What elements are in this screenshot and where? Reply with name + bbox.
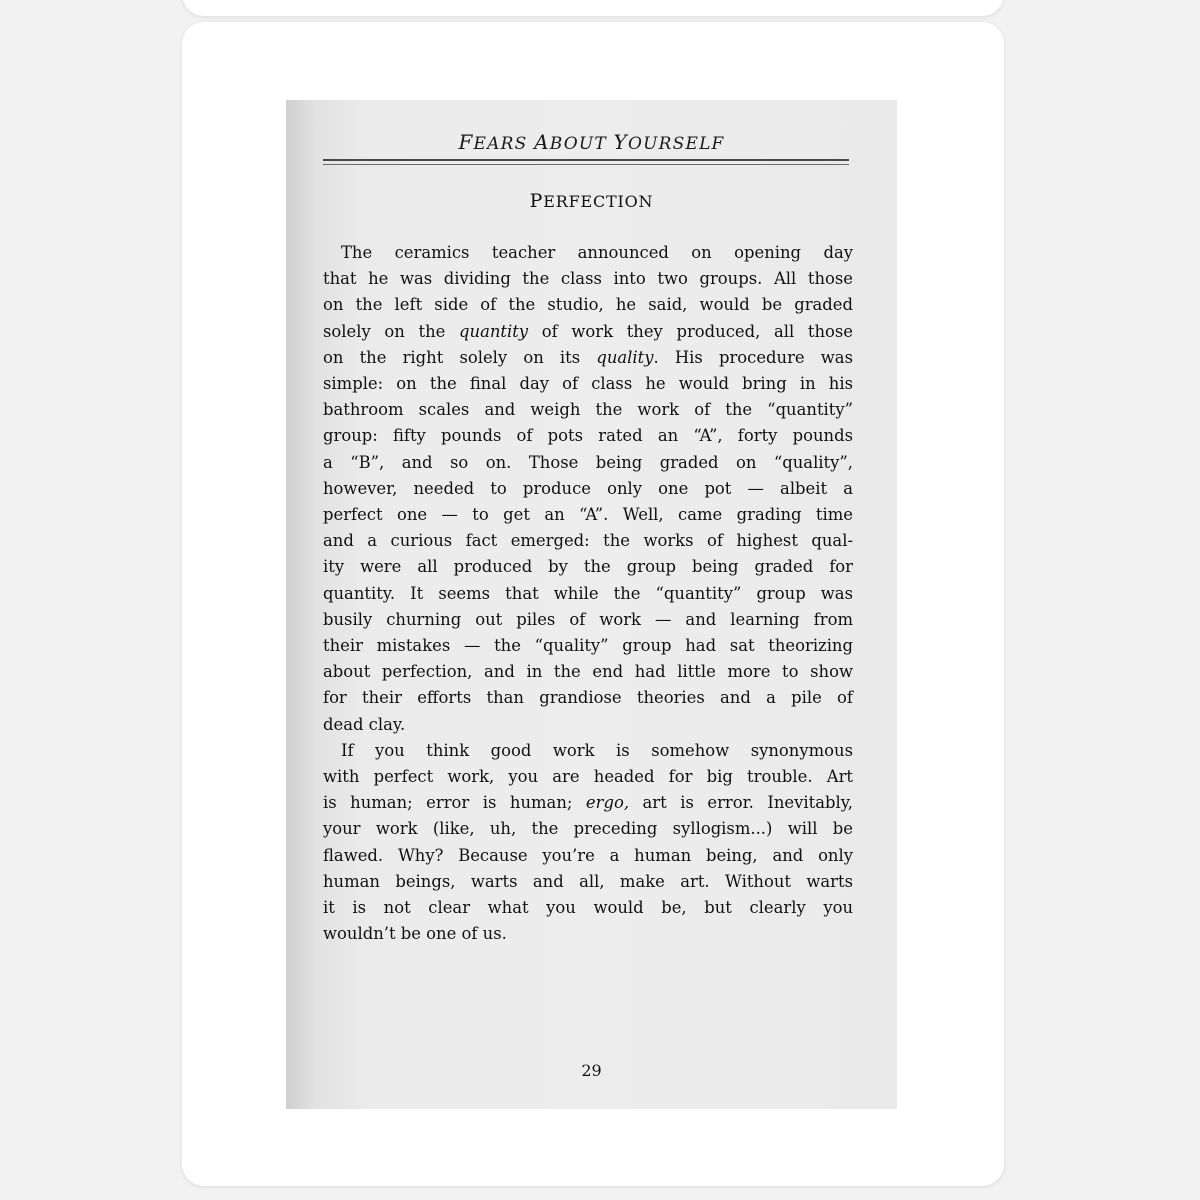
paragraph-line: human beings, warts and all, make art. Without warts	[323, 871, 853, 891]
paragraph-line: for their efforts than grandiose theories and a pile of	[323, 688, 853, 708]
running-head: FEARS ABOUT YOURSELF	[458, 130, 725, 154]
emphasis-quality: quality	[596, 347, 654, 367]
paragraph-line: and a curious fact emerged: the works of highest qual-	[323, 531, 853, 551]
section-title: PERFECTION	[529, 190, 654, 212]
paragraph-line: solely on the quantity of work they produced, all those	[323, 321, 854, 341]
book-page-scan	[286, 100, 897, 1109]
paragraph-line: it is not clear what you would be, but clearly you	[323, 898, 853, 918]
previous-card-edge	[182, 0, 1004, 16]
emphasis-ergo: ergo,	[585, 793, 630, 813]
paragraph-line: perfect one — to get an “A”. Well, came grading time	[323, 505, 853, 525]
page-number: 29	[581, 1061, 602, 1080]
paragraph-line: on the right solely on its quality. His procedure was	[323, 347, 853, 367]
paragraph-line: simple: on the final day of class he would bring in his	[323, 374, 853, 394]
paragraph-line: If you think good work is somehow synonymous	[341, 740, 853, 760]
paragraph-line: a “B”, and so on. Those being graded on “quality”,	[323, 452, 853, 472]
paragraph-line: group: fifty pounds of pots rated an “A”, forty pounds	[323, 426, 853, 446]
paragraph-line: with perfect work, you are headed for big trouble. Art	[323, 767, 853, 787]
emphasis-quantity: quantity	[459, 321, 529, 341]
header-rule-thin	[323, 164, 849, 165]
header-rule-thick	[323, 159, 849, 161]
paragraph-line: on the left side of the studio, he said, would be graded	[323, 295, 853, 315]
paragraph-line: that he was dividing the class into two groups. All those	[323, 269, 853, 289]
paragraph-line: flawed. Why? Because you’re a human being, and only	[323, 845, 853, 865]
body-text	[323, 240, 853, 947]
paragraph-line: The ceramics teacher announced on opening day	[341, 243, 853, 262]
paragraph-line: dead clay.	[323, 714, 406, 734]
paragraph-line: their mistakes — the “quality” group had sat theorizing	[323, 636, 853, 656]
paragraph-line: ity were all produced by the group being graded for	[323, 557, 853, 577]
paragraph-line: bathroom scales and weigh the work of the “quantity”	[323, 400, 853, 420]
paragraph-line: your work (like, uh, the preceding syllogism...) will be	[323, 819, 853, 839]
running-head-text: F	[458, 130, 474, 154]
paragraph-line: however, needed to produce only one pot — albeit a	[323, 478, 853, 498]
paragraph-line: wouldn’t be one of us.	[323, 924, 507, 944]
paragraph-line: about perfection, and in the end had little more to show	[323, 662, 853, 682]
paragraph-line: is human; error is human; ergo, art is error. Inevitably,	[323, 793, 853, 813]
paragraph-line: quantity. It seems that while the “quantity” group was	[323, 583, 853, 603]
paragraph-line: busily churning out piles of work — and learning from	[323, 609, 853, 629]
